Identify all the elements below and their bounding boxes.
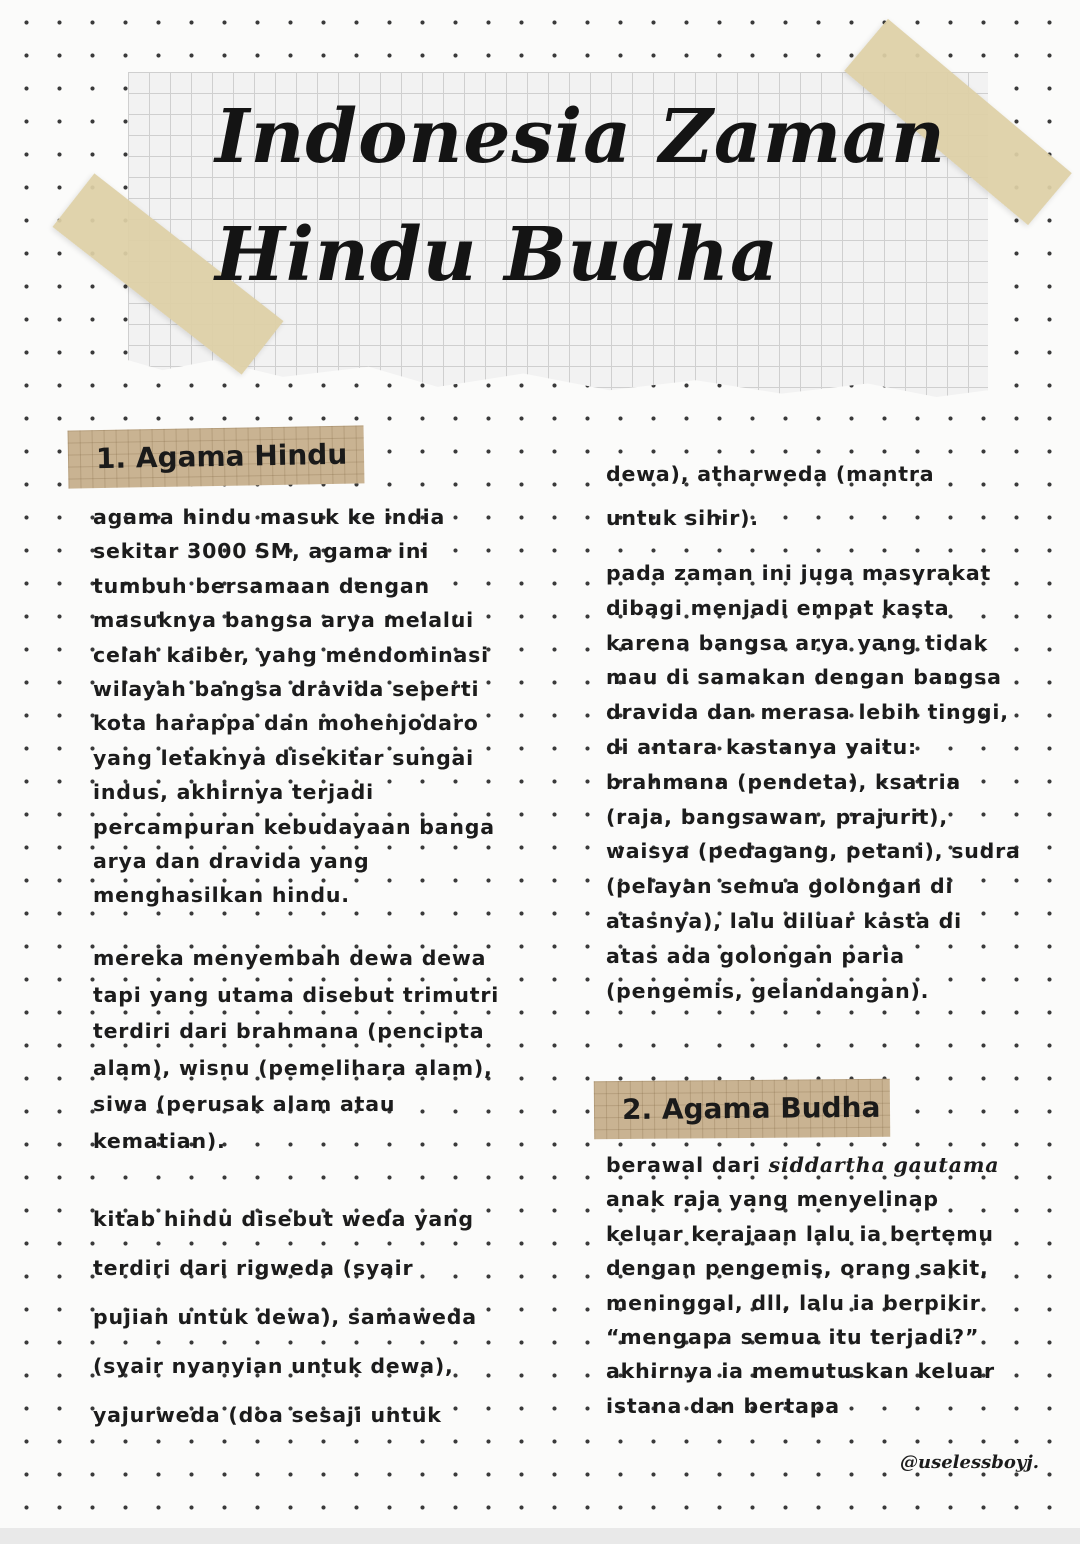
text-line: brahmana (pendeta), ksatria: [606, 769, 962, 794]
text-line: percampuran kebudayaan banga: [93, 814, 495, 839]
text-line: indus, akhirnya terjadi: [93, 780, 374, 805]
hindu-gods-paragraph: [93, 940, 499, 1159]
text-line: kematian).: [93, 1128, 226, 1153]
hindu-scripture-continued: [606, 452, 934, 540]
text-line: tumbuh bersamaan dengan: [93, 573, 430, 598]
text-line: mereka menyembah dewa dewa: [93, 946, 487, 970]
caste-paragraph: [606, 556, 1021, 1008]
text-line: kota harappa dan mohenjodaro: [93, 711, 479, 736]
footer-strip: [0, 1528, 1080, 1544]
author-handle: @uselessboyj.: [900, 1452, 1040, 1473]
text-line: meninggal, dll, lalu ia berpikir: [606, 1290, 981, 1315]
hindu-scripture-paragraph: [93, 1195, 477, 1440]
budha-line-1: berawal dari siddartha gautama: [606, 1153, 1000, 1177]
text-line: dewa), atharweda (mantra: [606, 462, 935, 486]
text-line: dravida dan merasa lebih tinggi,: [606, 700, 1009, 725]
text-line: menghasilkan hindu.: [93, 883, 350, 908]
text-line: mau di samakan dengan bangsa: [606, 665, 1002, 690]
text-line: (syair nyanyian untuk dewa),: [93, 1354, 454, 1378]
text-line: wilayah bangsa dravida seperti: [93, 676, 480, 701]
text-line: tapi yang utama disebut trimutri: [93, 982, 500, 1007]
text-line: arya dan dravida yang: [93, 848, 370, 873]
text-line: terdiri dari rigweda (syair: [93, 1256, 414, 1280]
page-title-line-1: Indonesia Zaman: [215, 94, 946, 180]
hindu-intro-paragraph: [93, 500, 495, 913]
text-line: (pengemis, gelandangan).: [606, 978, 930, 1003]
text-line: masuknya bangsa arya melalui: [93, 608, 474, 633]
text-line: dibagi menjadi empat kasta: [606, 595, 950, 620]
text-line: yajurweda (doa sesaji untuk: [93, 1403, 442, 1427]
budha-paragraph: [606, 1148, 999, 1423]
section-label-hindu: 1. Agama Hindu: [68, 425, 365, 488]
text-line: terdiri dari brahmana (pencipta: [93, 1019, 485, 1043]
text-line: atas ada golongan paria: [606, 943, 905, 968]
text-line: “mengapa semua itu terjadi?”: [606, 1324, 980, 1349]
text-line: kitab hindu disebut weda yang: [93, 1207, 474, 1231]
text-line: (pelayan semua golongan di: [606, 874, 954, 899]
text-line: istana dan bertapa: [606, 1393, 840, 1418]
siddartha-name: siddartha gautama: [768, 1153, 1000, 1177]
text-line: dengan pengemis, orang sakit,: [606, 1256, 989, 1281]
page-title-line-2: Hindu Budha: [215, 212, 779, 298]
text-line: yang letaknya disekitar sungai: [93, 745, 474, 770]
text-line: untuk sihir).: [606, 506, 759, 530]
text-line: anak raja yang menyelinap: [606, 1187, 939, 1212]
text-line: alam), wisnu (pemelihara alam),: [93, 1055, 493, 1080]
text-line: celah kaiber, yang mendominasi: [93, 642, 490, 667]
text-line: waisya (pedagang, petani), sudra: [606, 839, 1021, 864]
text-line: karena bangsa arya yang tidak: [606, 630, 989, 655]
text-line: atasnya), lalu diluar kasta di: [606, 908, 962, 933]
text-line: keluar kerajaan lalu ia bertemu: [606, 1221, 994, 1246]
text-line: akhirnya ia memutuskan keluar: [606, 1359, 995, 1384]
text-line: pujian untuk dewa), samaweda: [93, 1305, 477, 1329]
text-line: siwa (perusak alam atau: [93, 1092, 396, 1116]
text-line: pada zaman ini juga masyrakat: [606, 561, 992, 585]
text-line: di antara kastanya yaitu:: [606, 734, 918, 759]
section-label-budha: 2. Agama Budha: [594, 1079, 890, 1140]
text-line: (raja, bangsawan, prajurit),: [606, 804, 948, 829]
text-line: agama hindu masuk ke india: [93, 505, 446, 529]
text-line: sekitar 3000 SM, agama ini: [93, 539, 430, 564]
